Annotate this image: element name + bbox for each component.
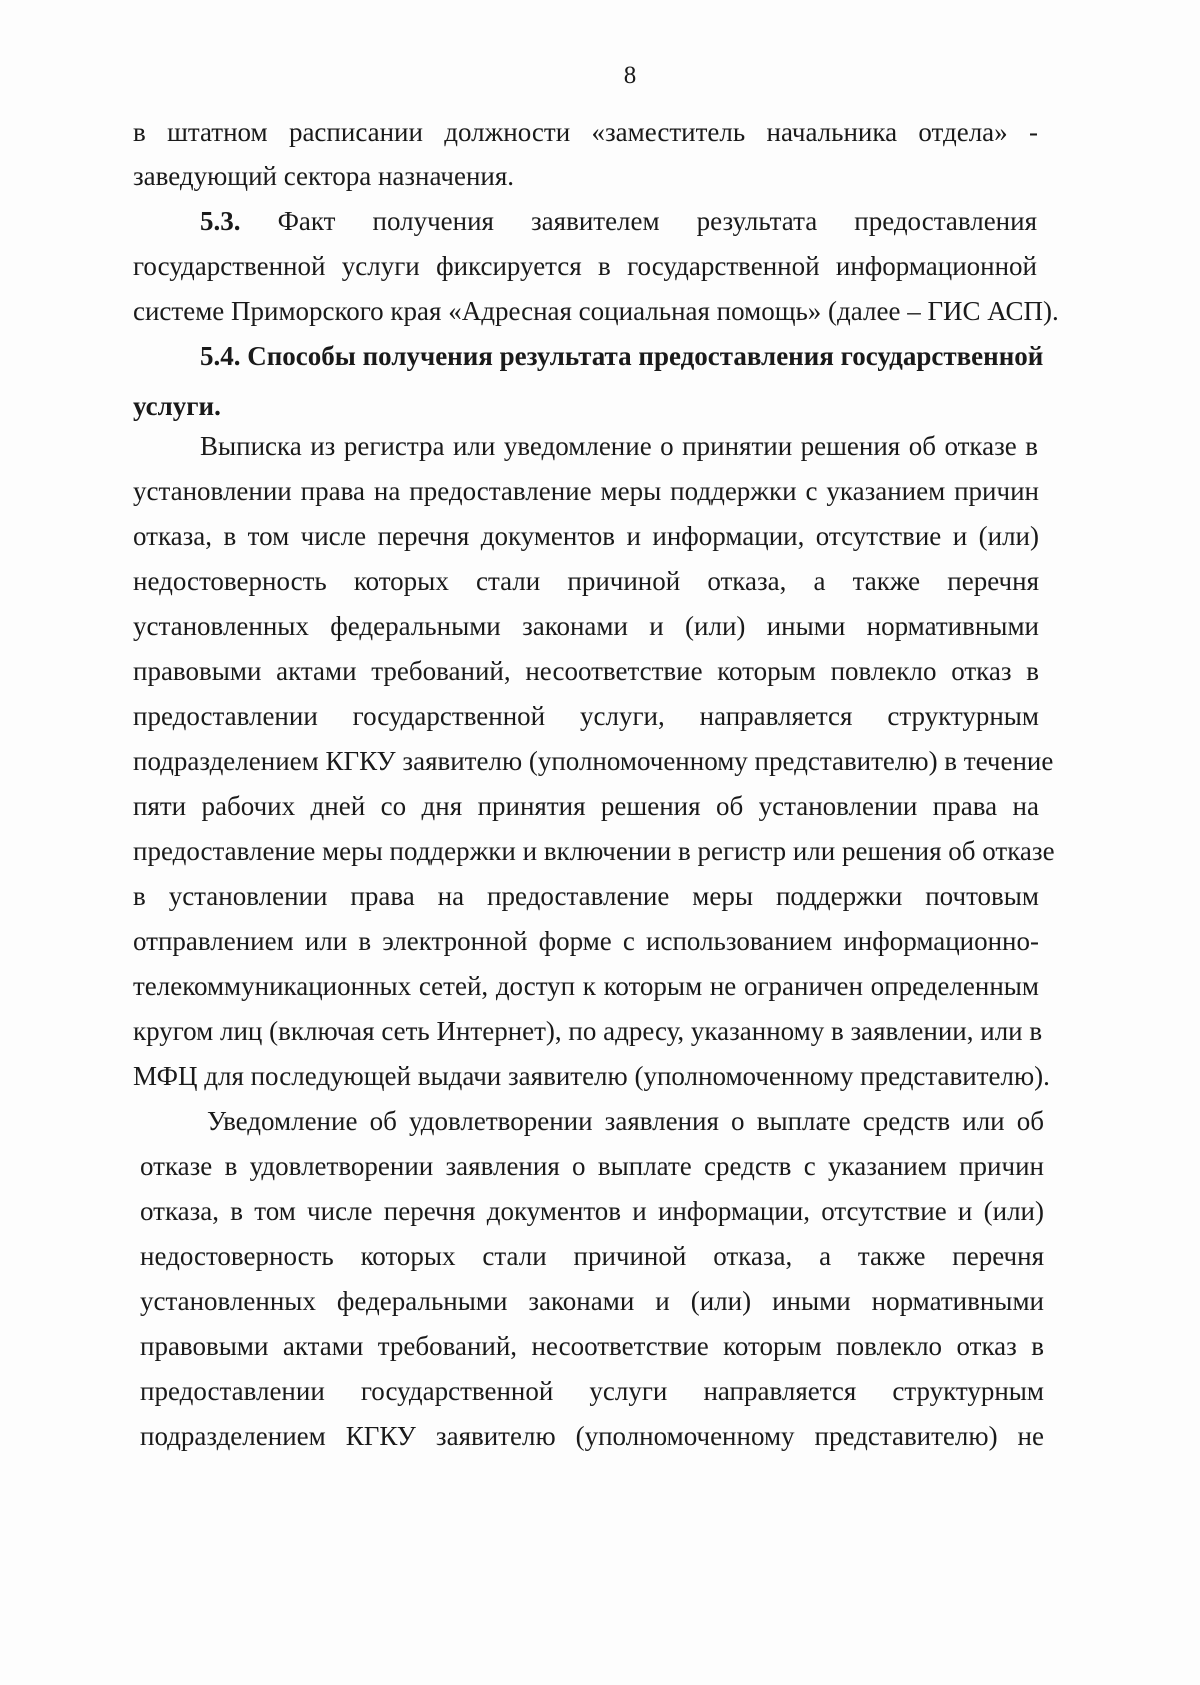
text-line: отказа, в том числе перечня документов и информации, отсутствие и (или) [140, 1196, 1044, 1226]
text-line: недостоверность которых стали причиной отказа, а также перечня [140, 1241, 1044, 1271]
text-line: Уведомление об удовлетворении заявления о выплате средств или об [207, 1106, 1044, 1136]
text-line: отправлением или в электронной форме с использованием информационно- [133, 926, 1039, 956]
text-line: предоставлении государственной услуги, направляется структурным [133, 701, 1039, 731]
text-line: кругом лиц (включая сеть Интернет), по адресу, указанному в заявлении, или в [133, 1016, 1043, 1046]
section-heading-cont: услуги. [133, 391, 221, 421]
text-line: подразделением КГКУ заявителю (уполномоченному представителю) не [140, 1421, 1044, 1451]
section-heading: 5.4. Способы получения результата предоставления государственной [200, 341, 1044, 371]
text-line: пяти рабочих дней со дня принятия решения об установлении права на [133, 791, 1039, 821]
section-5-3-line [200, 205, 1037, 237]
text-line: отказа, в том числе перечня документов и информации, отсутствие и (или) [133, 521, 1039, 551]
text-line: в штатном расписании должности «заместитель начальника отдела» - [133, 117, 1038, 147]
text-line: государственной услуги фиксируется в государственной информационной [133, 251, 1037, 281]
text-line: отказе в удовлетворении заявления о выплате средств с указанием причин [140, 1151, 1044, 1181]
text-line: в установлении права на предоставление меры поддержки почтовым [133, 881, 1039, 911]
text-line: установлении права на предоставление меры поддержки с указанием причин [133, 476, 1039, 506]
text-line: недостоверность которых стали причиной отказа, а также перечня [133, 566, 1039, 596]
text-line: Выписка из регистра или уведомление о принятии решения об отказе в [200, 431, 1038, 461]
page-number: 8 [623, 62, 637, 89]
text-line: правовыми актами требований, несоответствие которым повлекло отказ в [133, 656, 1039, 686]
section-text: Факт получения заявителем результата предоставления [277, 206, 1037, 236]
text-line: предоставлении государственной услуги направляется структурным [140, 1376, 1044, 1406]
text-line: заведующий сектора назначения. [133, 161, 515, 191]
text-line: предоставление меры поддержки и включении в регистр или решения об отказе [133, 836, 1055, 866]
text-line: установленных федеральными законами и (или) иными нормативными [140, 1286, 1044, 1316]
text-line: подразделением КГКУ заявителю (уполномоченному представителю) в течение [133, 746, 1054, 776]
text-line: телекоммуникационных сетей, доступ к которым не ограничен определенным [133, 971, 1039, 1001]
text-line: установленных федеральными законами и (или) иными нормативными [133, 611, 1039, 641]
text-line: системе Приморского края «Адресная социальная помощь» (далее – ГИС АСП). [133, 296, 1059, 326]
text-line: МФЦ для последующей выдачи заявителю (уполномоченному представителю). [133, 1061, 1050, 1091]
text-line: правовыми актами требований, несоответствие которым повлекло отказ в [140, 1331, 1044, 1361]
section-number: 5.3. [200, 206, 241, 236]
